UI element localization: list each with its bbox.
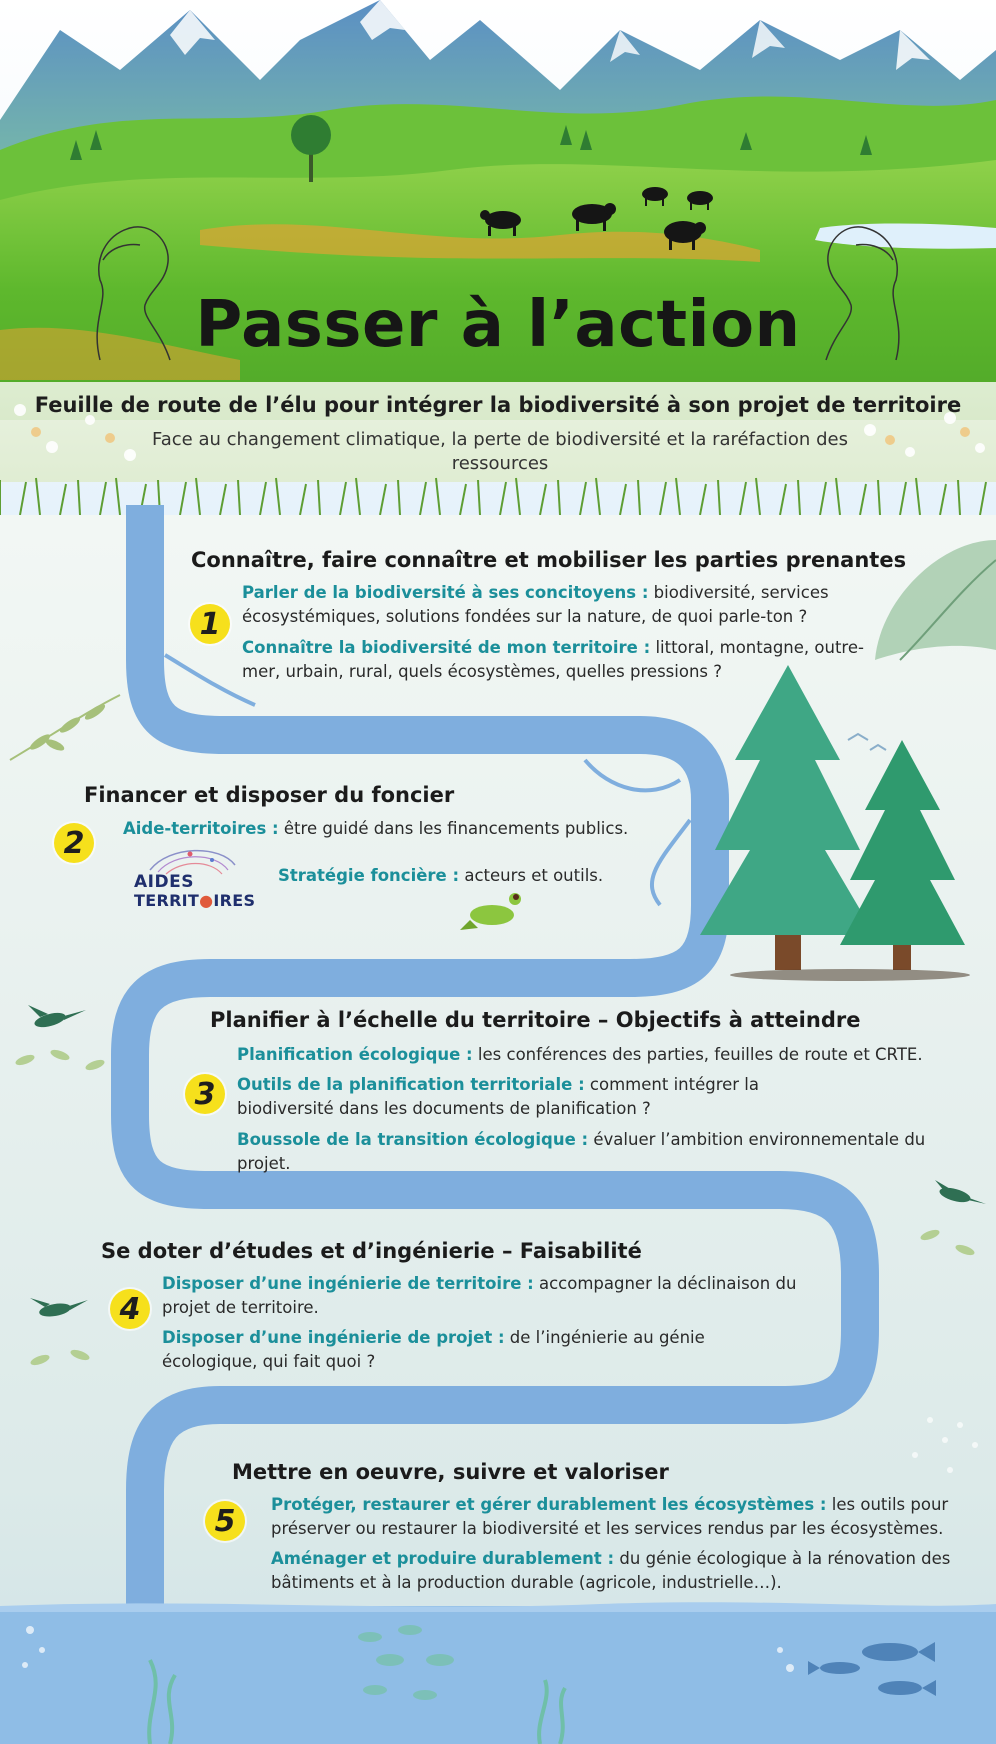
step-4-item-2	[162, 1326, 802, 1374]
step-item-label: Planification écologique :	[237, 1045, 473, 1064]
page-title: Passer à l’action	[195, 288, 801, 362]
step-item-label: Boussole de la transition écologique :	[237, 1130, 589, 1149]
step-3-title: Planifier à l’échelle du territoire – Objectifs à atteindre	[210, 1008, 861, 1032]
step-item-label: Parler de la biodiversité à ses concitoyens :	[242, 583, 649, 602]
step-4-item-1	[162, 1272, 802, 1320]
step-item-label: Protéger, restaurer et gérer durablement les écosystèmes :	[271, 1495, 827, 1514]
step-item-text: littoral, montagne, outre-mer, urbain, rural, quels écosystèmes, quelles pressions ?	[242, 638, 864, 681]
step-item-text: de l’ingénierie au génie écologique, qui fait quoi ?	[162, 1328, 705, 1371]
step-3-badge: 3	[185, 1074, 225, 1114]
step-item-text: être guidé dans les financements publics.	[278, 819, 629, 838]
step-item-label: Outils de la planification territoriale :	[237, 1075, 585, 1094]
step-item-label: Stratégie foncière :	[278, 866, 460, 885]
page-subtitle: Feuille de route de l’élu pour intégrer la biodiversité à son projet de territoire	[34, 393, 962, 417]
page-tagline: Face au changement climatique, la perte de biodiversité et la raréfaction des ressources	[152, 429, 848, 474]
step-5-title: Mettre en oeuvre, suivre et valoriser	[232, 1460, 669, 1484]
step-2-item-1	[123, 817, 683, 841]
logo-word-start: TERRIT	[134, 891, 200, 910]
bird-icon	[848, 734, 886, 750]
step-2-title: Financer et disposer du foncier	[84, 783, 455, 807]
step-item-text: accompagner la déclinaison du projet de territoire.	[162, 1274, 797, 1317]
step-1-title: Connaître, faire connaître et mobiliser les parties prenantes	[191, 548, 907, 572]
step-4-title: Se doter d’études et d’ingénierie – Faisabilité	[101, 1239, 642, 1263]
branch-icon	[10, 695, 120, 760]
step-item-text: évaluer l’ambition environnementale du projet.	[237, 1130, 926, 1173]
step-5-item-2	[271, 1547, 961, 1595]
frog-icon	[460, 893, 521, 930]
step-5-item-1	[271, 1493, 961, 1541]
step-item-text: comment intégrer la biodiversité dans les documents de planification ?	[237, 1075, 760, 1118]
step-4-badge: 4	[110, 1289, 150, 1329]
step-1-item-1	[242, 581, 878, 629]
step-3-item-3	[237, 1128, 957, 1176]
aides-territoires-logo	[130, 840, 256, 912]
logo-line-2	[134, 891, 255, 910]
logo-line-1: AIDES	[134, 872, 194, 892]
step-item-text: acteurs et outils.	[459, 866, 604, 885]
step-item-label: Disposer d’une ingénierie de projet :	[162, 1328, 505, 1347]
step-item-text: les conférences des parties, feuilles de route et CRTE.	[472, 1045, 923, 1064]
step-item-text: biodiversité, services écosystémiques, solutions fondées sur la nature, de quoi parle-ton ?	[242, 583, 829, 626]
step-2-badge: 2	[54, 823, 94, 863]
step-3-item-2	[237, 1073, 797, 1121]
tree-icon	[700, 665, 970, 981]
step-item-text: les outils pour préserver ou restaurer la biodiversité et les services rendus par les écosystèmes.	[271, 1495, 949, 1538]
step-item-label: Disposer d’une ingénierie de territoire :	[162, 1274, 534, 1293]
step-2-item-2	[278, 864, 678, 888]
step-1-badge: 1	[190, 604, 230, 644]
logo-word-end: IRES	[213, 891, 256, 910]
step-1-item-2	[242, 636, 878, 684]
step-3-item-1	[237, 1043, 957, 1067]
location-pin-icon: ●	[199, 891, 214, 910]
step-5-badge: 5	[205, 1501, 245, 1541]
step-item-label: Connaître la biodiversité de mon territoire :	[242, 638, 651, 657]
step-item-label: Aide-territoires :	[123, 819, 279, 838]
step-item-label: Aménager et produire durablement :	[271, 1549, 615, 1568]
step-item-text: du génie écologique à la rénovation des bâtiments et à la production durable (agricole, industrielle…).	[271, 1549, 951, 1592]
